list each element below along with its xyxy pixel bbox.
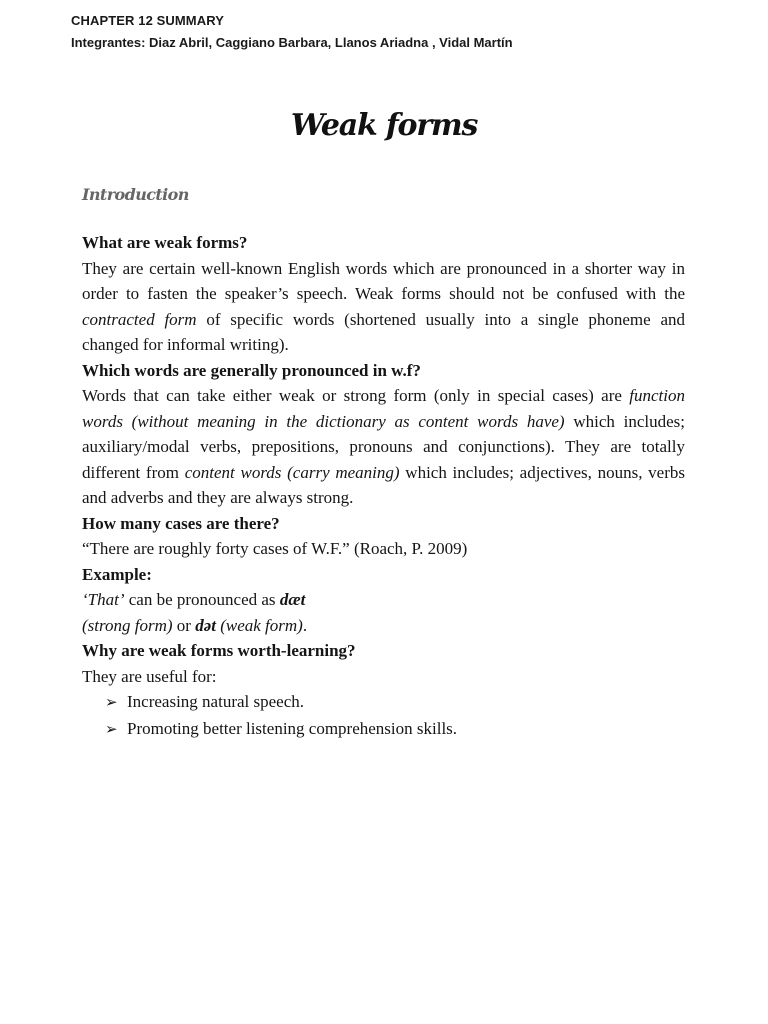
list-item-text: Increasing natural speech. bbox=[127, 692, 304, 711]
list-item bbox=[82, 689, 685, 716]
example-word: ‘That’ bbox=[82, 590, 125, 609]
example-text: can be pronounced as bbox=[124, 590, 280, 609]
strong-form-label: (strong form) bbox=[82, 615, 173, 635]
period-text: . bbox=[302, 615, 308, 635]
weak-phonetic: dət bbox=[195, 615, 216, 635]
or-text: or bbox=[172, 615, 196, 635]
question-how-many-cases: How many cases are there? bbox=[82, 513, 280, 533]
chapter-header: CHAPTER 12 SUMMARY bbox=[71, 13, 225, 28]
weak-form-label: (weak form) bbox=[215, 615, 303, 635]
question-why-worth-learning: Why are weak forms worth-learning? bbox=[82, 641, 356, 660]
answer-italic-term: function words (without meaning in the dictionary as content words have) bbox=[82, 386, 685, 431]
answer-text: They are certain well-known English words which are pronounced in a shorter way in order to fasten the speaker’s speech. Weak forms should not be confused with the bbox=[82, 258, 685, 303]
answer-italic-term: content words (carry meaning) bbox=[184, 462, 400, 482]
document-body bbox=[82, 230, 685, 742]
members-line: Integrantes: Diaz Abril, Caggiano Barbara, Llanos Ariadna , Vidal Martín bbox=[71, 35, 513, 50]
document-title: Weak forms bbox=[290, 108, 478, 143]
answer-text: Words that can take either weak or strong form (only in special cases) are bbox=[82, 386, 630, 405]
question-what-are-weak-forms: What are weak forms? bbox=[82, 233, 248, 252]
example-line bbox=[82, 587, 685, 613]
example-forms-line bbox=[82, 613, 685, 639]
section-heading: Introduction bbox=[82, 185, 189, 204]
list-item bbox=[82, 716, 685, 743]
answer-text: of specific words (shortened usually into a single phoneme and changed for informal writing). bbox=[82, 309, 685, 354]
answer-text: which includes; auxiliary/modal verbs, prepositions, pronouns and conjunctions). They are totally different from bbox=[82, 411, 685, 482]
answer-text: which includes; adjectives, nouns, verbs and adverbs and they are always strong. bbox=[82, 462, 686, 507]
list-item-text: Promoting better listening comprehension skills. bbox=[127, 718, 458, 738]
example-label: Example: bbox=[82, 564, 152, 584]
answer-why-intro: They are useful for: bbox=[82, 666, 217, 686]
arrow-bullet-icon: ➢ bbox=[105, 693, 118, 711]
strong-phonetic: dæt bbox=[279, 590, 306, 609]
answer-how-many-cases: “There are roughly forty cases of W.F.” (Roach, P. 2009) bbox=[82, 539, 468, 558]
answer-which-words bbox=[82, 383, 685, 511]
benefits-list bbox=[82, 689, 685, 742]
answer-italic-term: contracted form bbox=[82, 309, 197, 329]
arrow-bullet-icon: ➢ bbox=[105, 719, 118, 738]
question-which-words: Which words are generally pronounced in w.f? bbox=[82, 360, 421, 380]
answer-what-are-weak-forms bbox=[82, 256, 685, 358]
